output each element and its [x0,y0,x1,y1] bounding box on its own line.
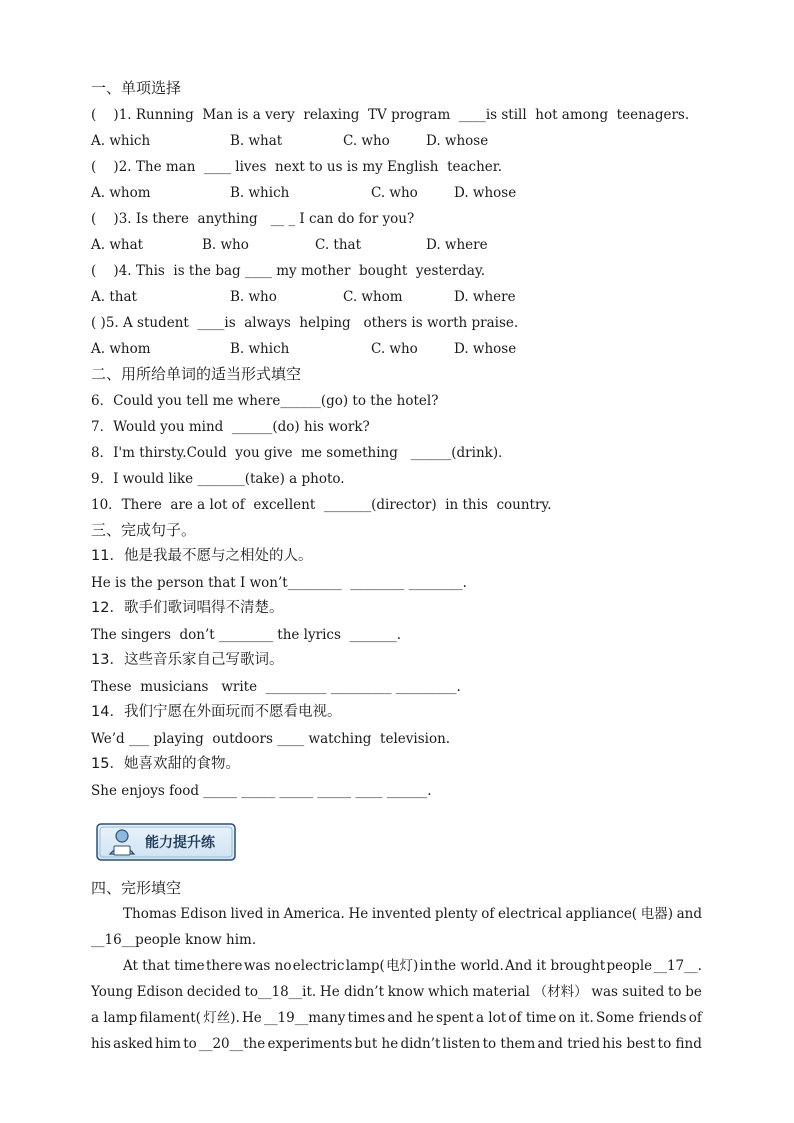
word: 电器) [640,906,673,922]
word: experiments [267,1036,353,1052]
fill-item: 9．I would like _______(take) a photo. [91,471,345,487]
word: in [419,958,433,974]
word: Thomas [123,906,177,922]
word: At that time [123,958,205,974]
word: lived [230,906,264,922]
passage-line [91,901,702,927]
word: didn’t [400,1036,441,1052]
option-c: C. who [371,185,418,201]
word: He [348,906,369,922]
word: of time [508,1010,557,1026]
fill-item: 8．I'm thirsty.Could you give me something ______(drink)． [91,445,512,461]
ability-practice-badge [95,820,240,864]
option-a: A. which [91,133,151,149]
option-b: B. who [230,289,277,305]
option-a: A. whom [91,341,151,357]
question-stem: ( )2. The man ____ lives next to us is my English teacher. [91,159,503,175]
option-b: B. which [230,185,290,201]
word: He [242,1010,262,1026]
word: plenty [434,906,478,922]
word: Edison [180,906,227,922]
option-d: D. whose [454,341,517,357]
option-d: D. whose [426,133,489,149]
passage-line [91,1031,702,1057]
word: and he [387,1010,434,1026]
word: there [205,958,243,974]
word: Young [91,984,133,1000]
fill-item: 10．There are a lot of excellent _______(director) in this country. [91,497,552,513]
word: invented [371,906,432,922]
sentence-chinese: 13．这些音乐家自己写歌词。 [91,652,284,668]
fill-item: 6．Could you tell me where______(go) to the hotel? [91,393,439,409]
word: him [155,1036,181,1052]
blank-20: __20__the [198,1036,266,1052]
passage-line [91,927,702,953]
option-a: A. what [91,237,144,253]
sentence-chinese: 15．她喜欢甜的食物。 [91,756,240,772]
word: a lot [475,1010,507,1026]
options-row [91,340,691,358]
word: his best [602,1036,656,1052]
word: listen [442,1036,481,1052]
word: on it. [558,1010,594,1026]
word: in [266,906,280,922]
option-d: D. where [454,289,516,305]
word: appliance( [565,906,638,922]
section-4-heading: 四、完形填空 [91,879,182,897]
word: lamp( [345,958,385,974]
blank-19: __19__many [264,1010,346,1026]
options-row [91,132,691,150]
word: was no [243,958,292,974]
sentence-chinese: 11．他是我最不愿与之相处的人。 [91,548,313,564]
option-d: D. whose [454,185,517,201]
fill-item: 7．Would you mind ______(do) his work? [91,419,370,435]
word: of [688,1010,702,1026]
section-3-heading: 三、完成句子。 [91,521,197,539]
question-stem: ( )5. A student ____is always helping others is worth praise. [91,315,519,331]
sentence-english: He is the person that I won’t________ ________ ________. [91,575,467,591]
word: was suited [591,984,665,1000]
word: to [667,984,682,1000]
sentence-chinese: 12．歌手们歌词唱得不清楚。 [91,600,284,616]
word: and tried [537,1036,601,1052]
word: material [472,984,530,1000]
question-stem: ( )4. This is the bag ____ my mother bought yesterday. [91,263,486,279]
word: his [91,1036,111,1052]
option-b: B. what [230,133,283,149]
option-a: A. that [91,289,137,305]
word: electric [292,958,345,974]
word: people [606,958,653,974]
option-c: C. who [371,341,418,357]
word: 灯丝). [203,1010,240,1026]
section-2-heading: 二、用所给单词的适当形式填空 [91,365,302,383]
word: Some friends [596,1010,687,1026]
word: And it brought [505,958,606,974]
word: spent [436,1010,474,1026]
word: of [481,906,495,922]
word: （材料） [533,984,588,1000]
question-stem: ( )1. Running Man is a very relaxing TV program ____is still hot among teenagers. [91,107,690,123]
section-1-heading: 一、单项选择 [91,79,182,97]
sentence-english: She enjoys food _____ _____ _____ _____ ____ ______. [91,783,432,799]
word: to [183,1036,197,1052]
sentence-english: We’d ___ playing outdoors ____ watching television. [91,731,451,747]
option-d: D. where [426,237,488,253]
option-c: C. that [315,237,362,253]
options-row [91,288,691,306]
options-row [91,184,691,202]
option-a: A. whom [91,185,151,201]
option-c: C. whom [343,289,403,305]
word: filament( [139,1010,201,1026]
word: decided [186,984,241,1000]
sentence-english: These musicians write _________ _________ _________. [91,679,461,695]
option-c: C. who [343,133,390,149]
word: times [347,1010,386,1026]
word: a lamp [91,1010,138,1026]
passage-line [91,953,702,979]
blank-17: __17__. [653,958,702,974]
sentence-english: The singers don’t ________ the lyrics _______. [91,627,402,643]
blank-18: to__18__it. [244,984,317,1000]
sentence-chinese: 14．我们宁愿在外面玩而不愿看电视。 [91,704,342,720]
word: the world. [433,958,504,974]
blank-16-line: __16__people know him. [91,932,257,948]
word: to them [482,1036,536,1052]
word: to find [657,1036,702,1052]
word: America. [283,906,345,922]
badge-label: 能力提升练 [145,835,215,851]
word: which [428,984,469,1000]
option-b: B. which [230,341,290,357]
passage-line [91,979,702,1005]
word: be [685,984,702,1000]
passage-line [91,1005,702,1031]
word: Edison [136,984,184,1000]
word: He didn’t [319,984,384,1000]
word: electrical [497,906,562,922]
question-stem: ( )3. Is there anything __ _ I can do for you? [91,211,415,227]
option-b: B. who [202,237,249,253]
cloze-passage [91,901,702,1057]
word: asked [113,1036,153,1052]
word: 电灯) [386,958,419,974]
options-row [91,236,691,254]
word: and [676,906,702,922]
word: know [387,984,425,1000]
word: but he [354,1036,399,1052]
